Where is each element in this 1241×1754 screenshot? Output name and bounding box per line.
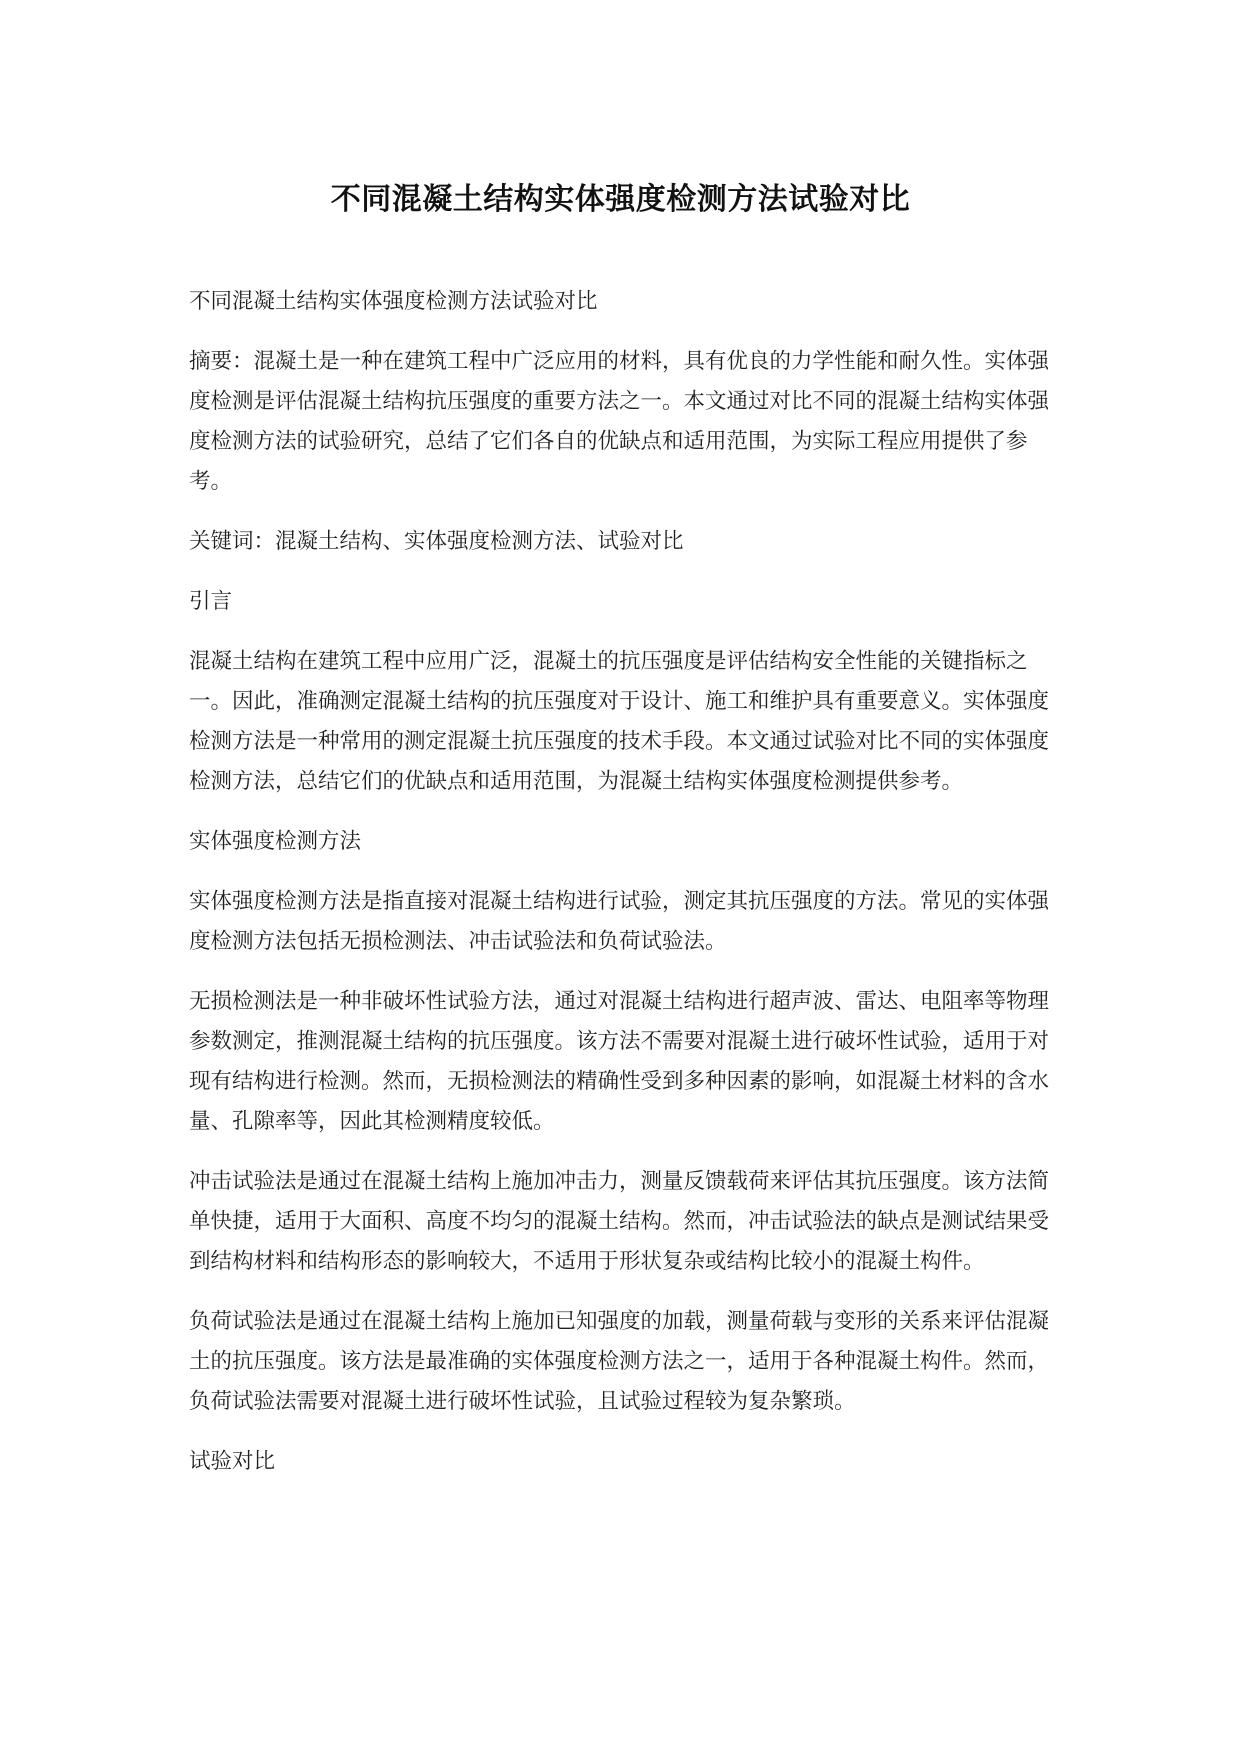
ndt-paragraph: 无损检测法是一种非破坏性试验方法，通过对混凝土结构进行超声波、雷达、电阻率等物理参数测定，推测混凝土结构的抗压强度。该方法不需要对混凝土进行破坏性试验，适用于对现有结构进行检测。然而，无损检测法的精确性受到多种因素的影响，如混凝土材料的含水量、孔隙率等，因此其检测精度较低。 [189,989,1050,1134]
document-body [189,282,1069,1502]
abstract-paragraph: 摘要：混凝土是一种在建筑工程中广泛应用的材料，具有优良的力学性能和耐久性。实体强度检测是评估混凝土结构抗压强度的重要方法之一。本文通过对比不同的混凝土结构实体强度检测方法的试验研究，总结了它们各自的优缺点和适用范围，为实际工程应用提供了参考。 [189,349,1050,494]
keywords-line: 关键词：混凝土结构、实体强度检测方法、试验对比 [189,529,684,554]
subtitle: 不同混凝土结构实体强度检测方法试验对比 [189,289,598,314]
document-title: 不同混凝土结构实体强度检测方法试验对比 [330,182,911,217]
section-heading-intro: 引言 [189,589,233,614]
intro-paragraph: 混凝土结构在建筑工程中应用广泛，混凝土的抗压强度是评估结构安全性能的关键指标之一。因此，准确测定混凝土结构的抗压强度对于设计、施工和维护具有重要意义。实体强度检测方法是一种常用的测定混凝土抗压强度的技术手段。本文通过试验对比不同的实体强度检测方法，总结它们的优缺点和适用范围，为混凝土结构实体强度检测提供参考。 [189,649,1050,794]
load-paragraph: 负荷试验法是通过在混凝土结构上施加已知强度的加载，测量荷载与变形的关系来评估混凝土的抗压强度。该方法是最准确的实体强度检测方法之一，适用于各种混凝土构件。然而，负荷试验法需要对混凝土进行破坏性试验，且试验过程较为复杂繁琐。 [189,1309,1050,1414]
section-heading-comparison: 试验对比 [189,1449,276,1474]
methods-paragraph: 实体强度检测方法是指直接对混凝土结构进行试验，测定其抗压强度的方法。常见的实体强度检测方法包括无损检测法、冲击试验法和负荷试验法。 [189,889,1050,954]
impact-paragraph: 冲击试验法是通过在混凝土结构上施加冲击力，测量反馈载荷来评估其抗压强度。该方法简单快捷，适用于大面积、高度不均匀的混凝土结构。然而，冲击试验法的缺点是测试结果受到结构材料和结构形态的影响较大，不适用于形状复杂或结构比较小的混凝土构件。 [189,1169,1050,1274]
section-heading-methods: 实体强度检测方法 [189,829,362,854]
